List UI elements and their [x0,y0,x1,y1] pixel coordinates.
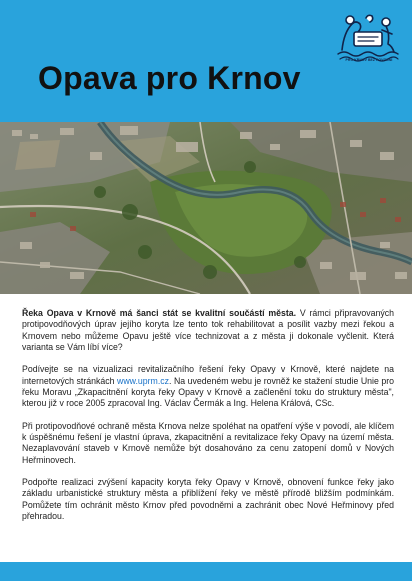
paragraph-2-start: Podívejte se na vizualizaci revitalizačního řešení řeky Opavy v Krnově, které najdete na internetových stránkách [22,364,394,386]
header-band [0,0,412,122]
page-title: Opava pro Krnov [38,60,301,96]
paragraph-3: Při protipovodňové ochraně města Krnova nelze spoléhat na opatření výše v povodí, ale klíčem k úspěšnému řešení je vlastní úprava, zkapacitnění a revitalizace řeky Opavy na území města. Nezaplavování staveb v Krnově nemůže být dosahováno za cenu zatopení domů v Nových Heřminovech. [22,420,394,465]
initiative-logo-icon [336,10,400,64]
logo-caption: PRO KRNOV BEZ POVODNÍ [345,58,393,62]
paragraph-2-end: . Na uvedeném webu je rovněž ke stažení studie Unie pro řeku Moravu „Zkapacitnění koryta řeky Opavy v Krnově a začlenění toku do struktury města", kterou již v roce 2005 zpracoval Ing. Václav Čermák a Ing. Helena Králová, CSc. [22,375,394,409]
paragraph-2 [22,364,394,409]
paragraph-1-rest: V rámci připravovaných protipovodňových úprav jejího koryta lze tento tok rehabilitovat a posílit vazby mezi řekou a Krnovem nebo můžeme Opavu ještě více technizovat a z města ji dokonale vyčlenit. Která varianta se Vám líbí více? [22,308,394,352]
website-link[interactable]: www.uprm.cz [117,375,170,386]
footer-band [0,562,412,581]
aerial-river-photo-icon [0,122,412,294]
paragraph-1-lead: Řeka Opava v Krnově má šanci stát se kvalitní součástí města. [22,308,297,318]
paragraph-4: Podpořte realizaci zvýšení kapacity koryta řeky Opavy v Krnově, obnovení funkce řeky jako základu urbanistické struktury města a přiblížení řeky ve městě přírodě bližším podmínkám. Pomůžete tím ochránit město Krnov před povodněmi a zachránit obec Nové Heřminovy před přehradou. [22,477,394,522]
body-text [22,308,394,534]
paragraph-1 [22,308,394,353]
aerial-photo [0,122,412,294]
